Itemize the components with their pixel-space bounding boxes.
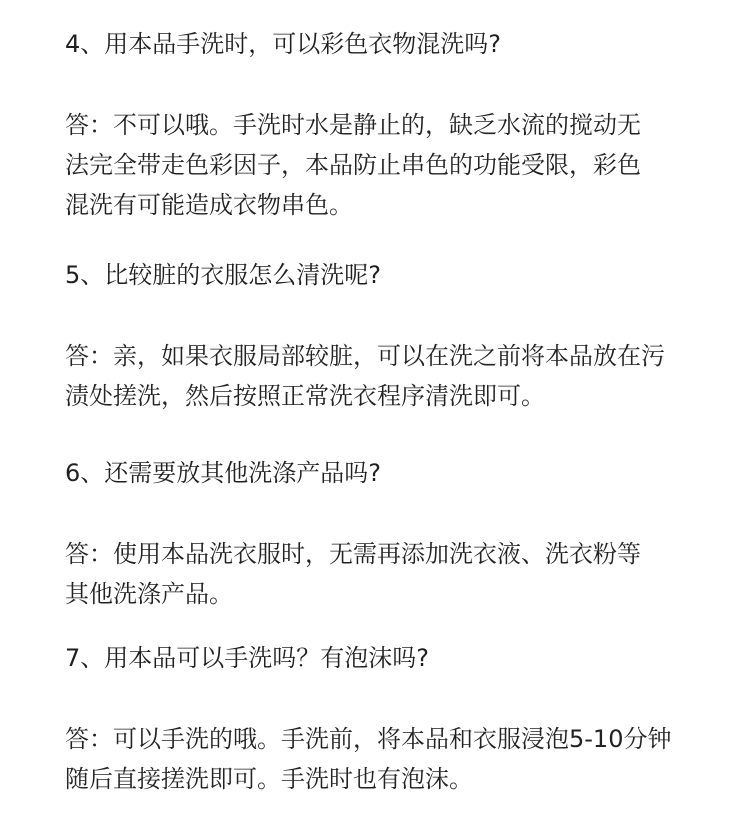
faq-question: 7、用本品可以手洗吗？有泡沫吗?: [65, 644, 430, 672]
faq-question: 5、比较脏的衣服怎么清洗呢?: [65, 261, 382, 289]
answer-line: 随后直接搓洗即可。手洗时也有泡沫。: [65, 765, 473, 793]
answer-line: 答：不可以哦。手洗时水是静止的，缺乏水流的搅动无: [65, 111, 641, 139]
answer-line: 答：亲，如果衣服局部较脏，可以在洗之前将本品放在污: [65, 342, 665, 370]
faq-item-6: [65, 453, 705, 614]
faq-answer: [65, 336, 705, 416]
answer-line: 法完全带走色彩因子，本品防止串色的功能受限，彩色: [65, 151, 641, 179]
faq-item-5: [65, 255, 705, 416]
answer-line: 答：使用本品洗衣服时，无需再添加洗衣液、洗衣粉等: [65, 540, 641, 568]
faq-answer: [65, 105, 705, 225]
faq-answer: [65, 534, 705, 614]
faq-question: 4、用本品手洗时，可以彩色衣物混洗吗?: [65, 30, 502, 58]
answer-line: 答：可以手洗的哦。手洗前，将本品和衣服浸泡5-10分钟: [65, 725, 672, 753]
faq-item-7: [65, 638, 705, 799]
faq-question: 6、还需要放其他洗涤产品吗?: [65, 459, 382, 487]
answer-line: 混洗有可能造成衣物串色。: [65, 191, 353, 219]
faq-answer: [65, 719, 705, 799]
answer-line: 渍处搓洗，然后按照正常洗衣程序清洗即可。: [65, 382, 545, 410]
answer-line: 其他洗涤产品。: [65, 580, 233, 608]
faq-item-4: [65, 24, 705, 225]
